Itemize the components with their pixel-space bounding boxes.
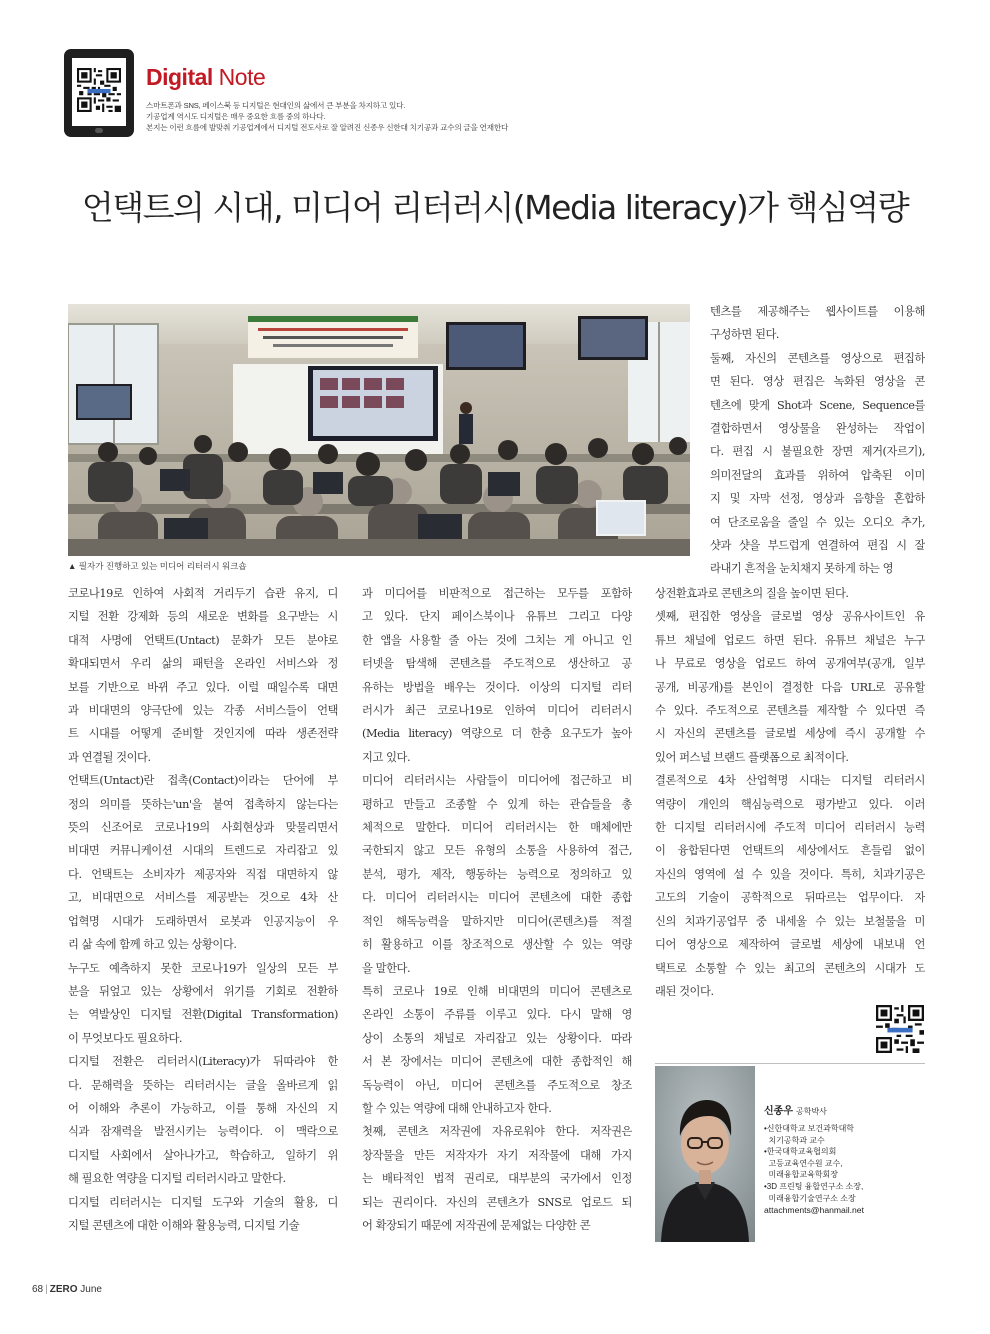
paragraph [68,582,338,769]
text-line: 신의 치과기공업무 중 내세울 수 있는 보철물을 미 [655,914,925,928]
section-title-light: Note [218,64,266,90]
paragraph [655,605,925,769]
section-description-line: 기공업계 역시도 디지털은 매우 중요한 흐름 중의 하나다. [146,112,326,121]
text-line: 튜브 채널에 업로드 하면 된다. 유튜브 채널은 누구 [655,633,925,647]
text-line: 할 수 있는 역량에 대해 안내하고자 한다. [362,1101,552,1115]
text-line: 한 앱을 사용할 줄 아는 것에 그치는 게 아니고 인 [362,633,632,647]
text-line: 과 연결될 것이다. [68,750,151,764]
text-line: 래된 것이다. [655,984,714,998]
text-line: 공개, 비공개)를 본인이 결정한 다음 URL로 공유할 [655,680,925,694]
paragraph [68,957,338,1051]
text-line: 독능력이 아닌, 미디어 콘텐츠를 주도적으로 창조 [362,1078,632,1092]
text-line: 디어 영상으로 제작하여 글로벌 세상에 내보내 언 [655,938,925,952]
author-email[interactable]: attachments@hanmail.net [764,1205,864,1216]
text-line: 디지털 사회에서 살아나가고, 학습하고, 일하기 위 [68,1148,338,1162]
text-line: 대적 사명에 언택트(Untact) 문화가 모든 분야로 [68,633,338,647]
text-line: 구성하면 된다. [710,328,780,342]
paragraph [362,1120,632,1237]
page-footer: 68 | ZERO June [32,1284,102,1295]
credential-line: 미래융합교육학회장 [764,1170,838,1180]
text-line: 해 필요한 역량을 디지털 리터러시라고 말한다. [68,1172,286,1186]
text-line: 고도의 기술이 공학적으로 뒤따르는 업무이다. 자 [655,891,925,905]
text-line: 디지털 리터러시는 디지털 도구와 기술의 활용, 디 [68,1195,338,1209]
paragraph [68,1191,338,1238]
text-line: 다. 미디어 리터러시는 미디어 콘텐츠에 대한 종합 [362,891,632,905]
text-line: 시 자신의 콘텐츠를 글로벌 세상에 즉시 공개할 수 [655,727,925,741]
text-line: 나 무료로 영상을 업로드 하여 공개여부(공개, 일부 [655,657,925,671]
text-line: 다. 편집 시 불필요한 장면 제거(자르기), [710,445,925,459]
page-number: 68 [32,1284,44,1295]
text-line: 어 확장되기 때문에 저작권에 문제없는 다양한 콘 [362,1218,591,1232]
text-line: 결합하면서 영상물을 완성하는 작업이 [710,422,925,436]
text-line: (Media literacy) 역량으로 더 한층 요구도가 높아 [362,727,632,741]
text-line: 을 말한다. [362,961,411,975]
paragraph [710,347,925,581]
text-line: 고, 비대면으로 서비스를 제공받는 것으로 4차 산 [68,891,338,905]
text-line: 지털 전환 강제화 등의 새로운 변화를 요구받는 시 [68,610,338,624]
credential-line: •3D 프린팅 융합연구소 소장, [764,1181,864,1191]
text-line: 있어 퍼스널 브랜드 플랫폼으로 최적이다. [655,750,849,764]
text-line: 리 삶 속에 함께 하고 있는 상황이다. [68,938,237,952]
text-line: 택트로 소통할 수 있는 최고의 콘텐츠의 시대가 도 [655,961,925,975]
article-column-3-top [710,300,925,581]
text-line: 코로나19로 인하여 사회적 거리두기 습관 유지, 디 [68,587,338,600]
text-line: 체적으로 말한다. 미디어 리터러시는 한 매체에만 [362,821,632,835]
paragraph [362,769,632,980]
text-line: 다. 언택트는 소비자가 제공자와 직접 대면하지 않 [68,867,338,881]
article-headline: 언택트의 시대, 미디어 리터러시(Media literacy)가 핵심역량 [81,188,909,227]
text-line: 지 및 자막 선정, 영상과 음향을 혼합하 [710,492,925,506]
credential-line: •신한대학교 보건과학대학 [764,1124,855,1133]
paragraph [655,582,925,605]
credential-line: 치기공학과 교수 [764,1135,825,1145]
text-line: 한 디지털 리터러시에 주도적 미디어 리터러시 능력 [655,821,925,835]
author-profile [764,1102,924,1217]
author-name: 신종우 [764,1106,793,1117]
author-name-row [764,1102,924,1117]
text-line: 누구도 예측하지 못한 코로나19가 일상의 모든 부 [68,961,338,975]
author-credentials [764,1123,924,1204]
text-line: 라내기 흔적을 눈치채지 못하게 하는 영 [710,562,894,576]
text-line: 어 이해와 추론이 가능하고, 이를 통해 자신의 지 [68,1101,338,1115]
section-title-bold: Digital [146,64,213,90]
paragraph [362,980,632,1120]
text-line: 분을 뒤엎고 있는 상황에서 위기를 기회로 전환하 [68,984,338,998]
text-line: 과 비대면의 양극단에 있는 각종 서비스들이 언택 [68,704,338,718]
text-line: 상이 소통의 채널로 자리잡고 있는 상황이다. 따라 [362,1031,632,1045]
paragraph [655,769,925,1003]
text-line: 디지털 전환은 리터러시(Literacy)가 뒤따라야 한 [68,1055,338,1069]
text-line: 미디어 리터러시는 사람들이 미디어에 접근하고 비 [362,774,632,788]
author-photo [655,1066,755,1242]
text-line: 텐츠를 제공해주는 웹사이트를 이용해 [710,305,925,318]
text-line: 정의 의미를 뜻하는'un'을 붙여 접촉하지 않는다는 [68,797,338,811]
text-line: 역량이 개인의 핵심능력으로 평가받고 있다. 이러 [655,797,925,811]
text-line: 상전환효과로 콘텐츠의 질을 높이면 된다. [655,587,849,600]
qr-code-icon [77,68,121,112]
text-line: 보를 기반으로 바뀌 주고 있다. 이럴 때일수록 대면 [68,680,338,694]
text-line: 비대면 커뮤니케이션 시대의 트렌드로 자리잡고 있 [68,844,338,858]
section-description-line: 스마트폰과 SNS, 페이스북 등 디지털은 현대인의 삶에서 큰 부분을 차지하고 있다. [146,101,406,110]
author-title: 공학박사 [795,1107,827,1116]
text-line: 면 된다. 영상 편집은 녹화된 영상을 콘 [710,375,925,389]
paragraph [362,582,632,769]
text-line: 히 활용하고 이를 창조적으로 생산할 수 있는 역량 [362,938,632,952]
text-line: 업혁명 시대가 도래하면서 로봇과 인공지능이 우 [68,914,338,928]
text-line: 국한되지 않고 모든 유형의 소통을 사용하여 접근, [362,844,632,858]
profile-divider [655,1063,925,1064]
issue-month: June [80,1284,102,1295]
text-line: 결론적으로 4차 산업혁명 시대는 디지털 리터러시 [655,774,925,788]
text-line: 셋째, 편집한 영상을 글로벌 영상 공유사이트인 유 [655,610,925,624]
text-line: 온라인 소통이 주류를 이루고 있다. 다시 말해 영 [362,1008,632,1022]
text-line: 식과 잠재력을 발전시키는 능력이다. 이 맥락으로 [68,1125,338,1139]
text-line: 여 단조로움을 줄일 수 있는 오디오 추가, [710,515,925,529]
text-line: 는 역발상인 디지털 전환(Digital Transformation) [68,1008,338,1022]
magazine-brand: ZERO [49,1284,78,1295]
section-title [146,64,265,91]
text-line: 텐츠에 맞게 Shot과 Scene, Sequence를 [710,398,925,412]
photo-caption: ▲ 필자가 진행하고 있는 미디어 리터러시 워크숍 [68,561,247,571]
text-line: 샷과 샷을 부드럽게 연결하여 편집 시 잘 [710,539,925,553]
credential-line: •한국대학교육협의회 [764,1147,837,1157]
text-line: 서 본 장에서는 미디어 콘텐츠에 대한 종합적인 해 [362,1055,632,1069]
text-line: 확대되면서 우리 삶의 패턴을 온라인 서비스와 정 [68,657,338,671]
text-line: 적인 해독능력을 말하지만 미디어(콘텐츠)를 적절 [362,914,632,928]
text-line: 트 시대를 어떻게 준비할 것인지에 따라 생존전략 [68,727,338,741]
credential-line: 미래융합기술연구소 소장 [764,1193,856,1203]
text-line: 과 미디어를 비판적으로 접근하는 모두를 포함하 [362,587,632,600]
text-line: 수 있다. 주도적으로 콘텐츠를 제작할 수 있다면 즉 [655,704,925,718]
tablet-home-button [95,128,103,133]
text-line: 특히 코로나 19로 인해 비대면의 미디어 콘텐츠로 [362,984,632,998]
text-line: 는 배타적인 법적 권리로, 대부분의 국가에서 인정 [362,1172,632,1186]
qr-tablet-icon [64,49,134,137]
paragraph [68,1050,338,1190]
text-line: 의미전달의 효과를 위하여 압축된 이미 [710,468,925,482]
text-line: 지고 있다. [362,750,411,764]
paragraph [68,769,338,956]
paragraph [710,300,925,347]
text-line: 둘째, 자신의 콘텐츠를 영상으로 편집하 [710,351,925,365]
text-line: 터넷을 탐색해 콘텐츠를 주도적으로 생산하고 공 [362,657,632,671]
text-line: 자신의 영역에 설 수 있을 것이다. 특히, 치과기공은 [655,867,925,881]
section-description [146,100,566,133]
qr-code-icon [876,1005,924,1053]
text-line: 분석, 평가, 제작, 행동하는 능력으로 정의하고 있 [362,867,632,881]
text-line: 되는 권리이다. 자신의 콘텐츠가 SNS로 업로드 되 [362,1195,632,1209]
section-description-line: 본지는 이런 흐름에 발맞춰 기공업계에서 디지털 전도사로 잘 알려진 신종우 신한대 치기공과 교수의 글을 연재한다 [146,123,509,132]
text-line: 유하는 방법을 배우는 것이다. 이상의 디지털 리터 [362,680,632,694]
text-line: 이 융합된다면 언택트의 세상에서도 흔들림 없이 [655,844,925,858]
text-line: 뜻의 신조어로 코로나19의 사회현상과 맞물리면서 [68,821,338,835]
article-column-2 [362,582,632,1237]
text-line: 다. 문해력을 뜻하는 리터러시는 글을 올바르게 읽 [68,1078,338,1092]
text-line: 창작물을 만든 저작자가 자기 저작물에 대해 가지 [362,1148,632,1162]
text-line: 고 있다. 단지 페이스북이나 유튜브 그리고 다양 [362,610,632,624]
workshop-photo [68,304,690,556]
text-line: 이 무엇보다도 필요하다. [68,1031,183,1045]
text-line: 지털 콘텐츠에 대한 이해와 활용능력, 디지털 기술 [68,1218,300,1232]
text-line: 첫째, 콘텐츠 저작권에 자유로워야 한다. 저작권은 [362,1125,632,1139]
article-column-1 [68,582,338,1237]
credential-line: 고등교육연수원 교수, [764,1158,843,1168]
text-line: 평하고 만들고 조종할 수 있게 하는 관습들을 총 [362,797,632,811]
article-column-3-bottom [655,582,925,1003]
text-line: 러시가 최근 코로나19로 인하여 미디어 리터러시 [362,704,632,718]
text-line: 언택트(Untact)란 접촉(Contact)이라는 단어에 부 [68,774,338,788]
